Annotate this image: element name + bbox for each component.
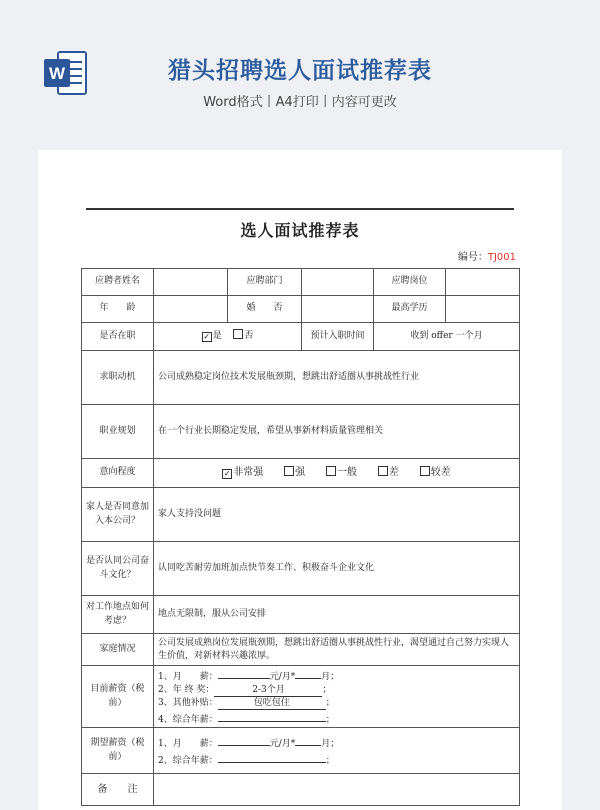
document-title: 选人面试推荐表 [240,221,360,240]
intent-checkbox[interactable] [284,466,294,476]
serial-number [458,248,516,263]
recommendation-form [81,268,520,806]
motive-label: 求职动机 [82,351,154,405]
motive-field[interactable]: 公司成熟稳定岗位技术发展瓶颈期，想跳出舒适圈从事挑战性行业 [154,351,520,405]
name-field[interactable] [154,269,228,296]
location-label: 对工作地点如何考虑？ [82,596,154,634]
culture-label: 是否认同公司奋斗文化？ [82,542,154,596]
intent-checkbox[interactable] [326,466,336,476]
serial-label: 编号： [457,252,488,263]
marital-label: 婚 否 [228,296,302,323]
education-label: 最高学历 [374,296,446,323]
family-field[interactable]: 公司发展成熟岗位发展瓶颈期，想跳出舒适圈从事挑战性行业，渴望通过自己努力实现人生价值，对新材料兴趣浓厚。 [154,634,520,666]
header [0,0,600,150]
page-title: 猎头招聘选人面试推荐表 [168,58,432,84]
expected-salary-field[interactable]: 1、月 薪： 元/月* 月； 2、综合年薪： ； [154,728,520,774]
department-label: 应聘部门 [228,269,302,296]
table-row [82,634,520,666]
employed-options [154,323,302,351]
employed-no-checkbox[interactable] [233,329,243,339]
table-row [82,488,520,542]
department-field[interactable] [302,269,374,296]
intent-checkbox[interactable] [378,466,388,476]
table-row [82,459,520,488]
svg-text:W: W [48,64,66,83]
page-subtitle: Word格式丨A4打印丨内容可更改 [203,95,397,110]
join-time-label: 预计入职时间 [302,323,374,351]
intent-option-label: 强 [295,467,306,479]
education-field[interactable] [446,296,520,323]
current-salary-field[interactable]: 1、月 薪： 元/月* 月； 2、年 终 奖： 2-3个月 ； 3、其他补贴： 包吃包住 ； 4、综合年薪： ； [154,666,520,728]
remark-label: 备 注 [82,774,154,806]
intent-option-label: 非常强 [233,467,264,479]
employed-yes-checkbox[interactable]: ✓ [203,332,211,342]
career-label: 职业规划 [82,405,154,459]
intent-checkbox[interactable] [420,466,430,476]
age-field[interactable] [154,296,228,323]
family-agree-label: 家人是否同意加入本公司？ [82,488,154,542]
employed-yes-label: 是 [212,331,222,342]
intent-label: 意向程度 [82,459,154,488]
table-row [82,351,520,405]
intent-checkbox[interactable]: ✓ [223,469,231,479]
table-row [82,728,520,774]
career-field[interactable]: 在一个行业长期稳定发展，希望从事新材料质量管理相关 [154,405,520,459]
position-field[interactable] [446,269,520,296]
table-row [82,269,520,296]
table-row [82,542,520,596]
position-label: 应聘岗位 [374,269,446,296]
table-row [82,296,520,323]
table-row [82,596,520,634]
expected-salary-label: 期望薪资（税前） [82,728,154,774]
join-time-field[interactable]: 收到 offer 一个月 [374,323,520,351]
intent-option-label: 一般 [337,467,357,479]
age-label: 年 龄 [82,296,154,323]
intent-option-label: 较差 [430,467,451,479]
current-salary-label: 目前薪资（税前） [82,666,154,728]
table-row [82,774,520,806]
serial-value: TJ001 [487,252,516,263]
name-label: 应聘者姓名 [82,269,154,296]
location-field[interactable]: 地点无限制，服从公司安排 [154,596,520,634]
remark-field[interactable] [154,774,520,806]
top-rule [86,208,514,210]
family-label: 家庭情况 [82,634,154,666]
employed-no-label: 否 [244,331,254,342]
table-row [82,323,520,351]
table-row [82,405,520,459]
intent-option-label: 差 [388,467,399,479]
intent-options [154,459,520,488]
table-row [82,666,520,728]
culture-field[interactable]: 认同吃苦耐劳加班加点快节奏工作、积极奋斗企业文化 [154,542,520,596]
marital-field[interactable] [302,296,374,323]
employed-label: 是否在职 [82,323,154,351]
document-page [38,150,562,810]
family-agree-field[interactable]: 家人支持没问题 [154,488,520,542]
